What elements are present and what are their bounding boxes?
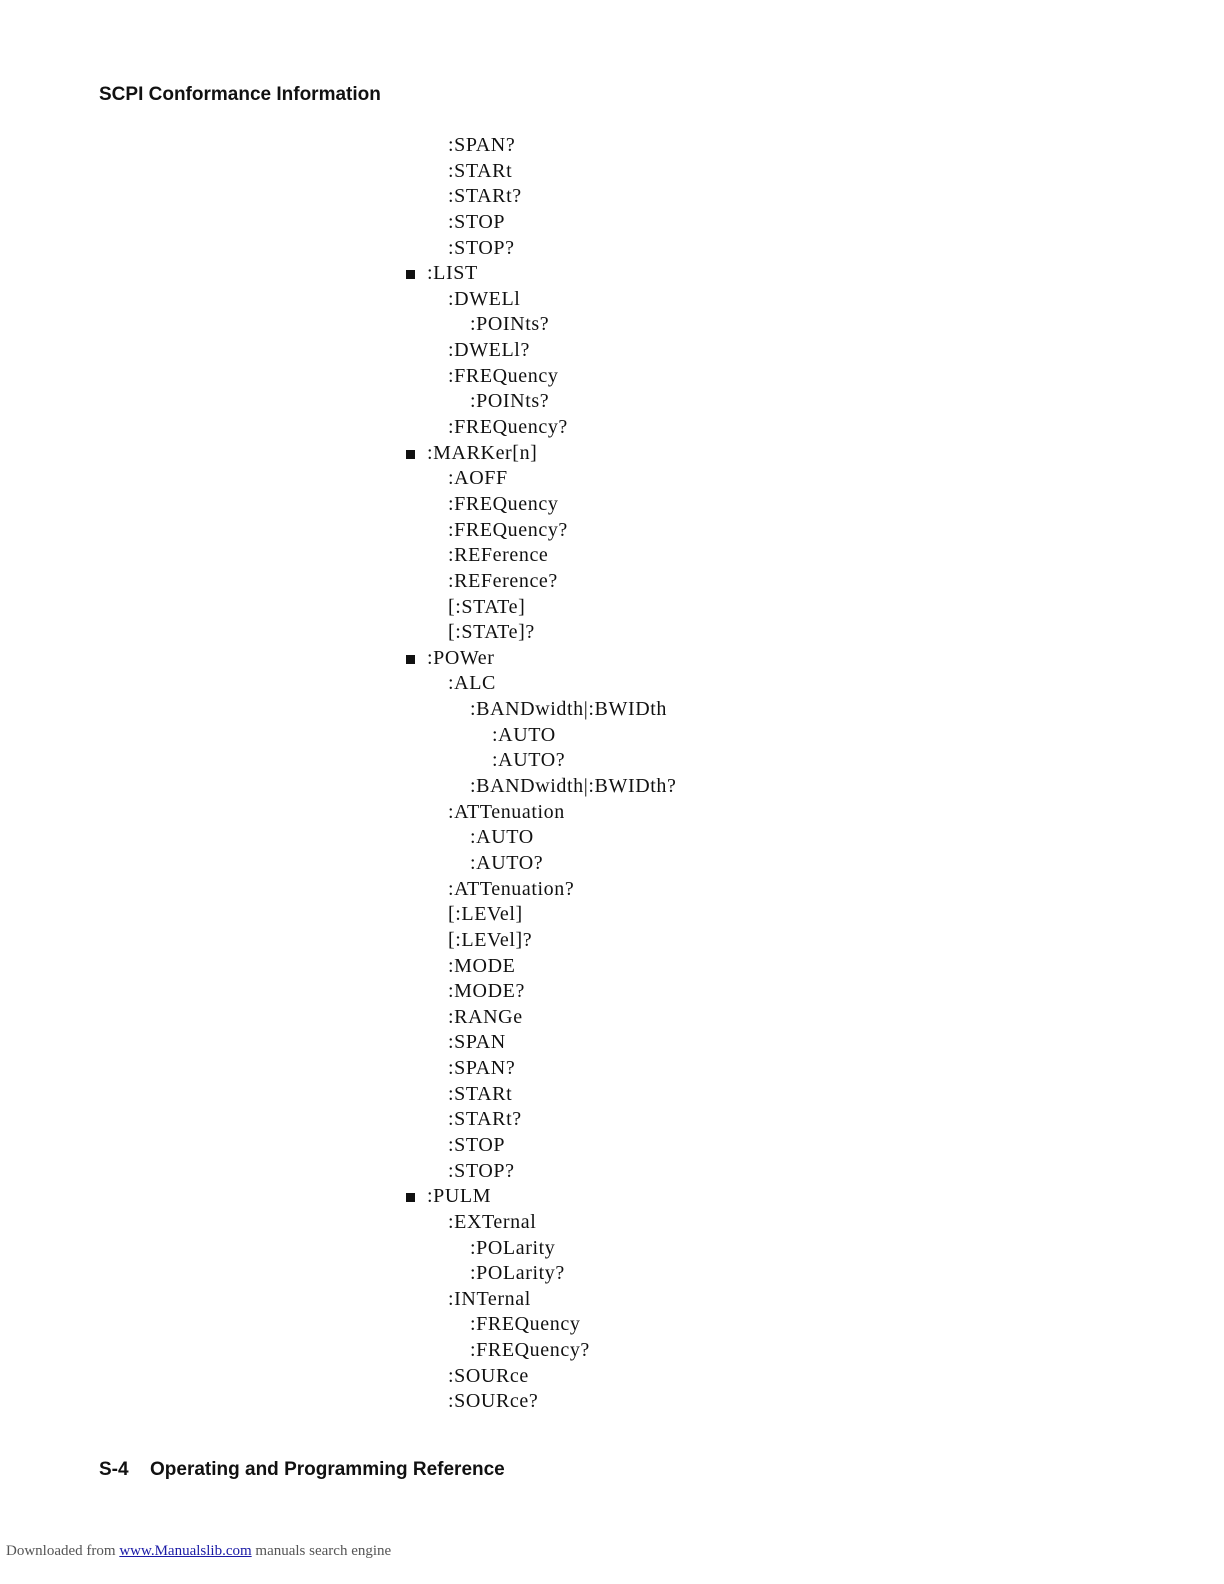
command-text: :FREQuency?	[448, 518, 568, 541]
command-text: :INTernal	[448, 1287, 531, 1310]
command-text: :AUTO	[492, 723, 556, 746]
square-bullet-icon	[406, 270, 415, 279]
command-text: [:STATe]?	[448, 621, 535, 644]
command-text: :FREQuency	[448, 492, 559, 515]
footer-section-title: Operating and Programming Reference	[150, 1459, 505, 1480]
square-bullet-icon	[406, 655, 415, 664]
command-text: :REFerence	[448, 544, 549, 567]
command-text: :BANDwidth|:BWIDth	[470, 698, 668, 721]
command-text: :SPAN?	[448, 134, 516, 156]
command-text: :STARt?	[448, 185, 522, 208]
command-text: :AUTO?	[470, 851, 544, 874]
square-bullet-icon	[406, 450, 415, 459]
command-text: :ALC	[448, 672, 496, 695]
command-text: :SOURce	[448, 1364, 529, 1387]
command-text: :POLarity	[470, 1236, 556, 1259]
command-text: :STOP?	[448, 1159, 515, 1182]
page-footer	[99, 1458, 505, 1482]
command-text: :FREQuency	[470, 1313, 581, 1336]
command-text: :FREQuency	[448, 364, 559, 387]
command-text: :SPAN	[448, 1031, 506, 1054]
command-text: :STOP	[448, 210, 506, 233]
command-text: :POINts?	[470, 313, 550, 336]
command-text: :STOP?	[448, 236, 515, 259]
command-text: :ATTenuation	[448, 800, 565, 823]
command-text: :STARt	[448, 1082, 513, 1105]
command-text: :FREQuency?	[448, 416, 568, 439]
command-text: :REFerence?	[448, 569, 558, 592]
command-text: :PULM	[427, 1185, 492, 1208]
command-text: :SOURce?	[448, 1390, 539, 1413]
command-text: :LIST	[427, 262, 478, 285]
download-suffix: manuals search engine	[255, 1543, 392, 1559]
command-text: :STARt	[448, 159, 513, 182]
command-text: :ATTenuation?	[448, 877, 575, 900]
page-number: S-4	[99, 1459, 129, 1480]
command-text: :MODE	[448, 954, 516, 977]
command-text: :AUTO	[470, 826, 534, 849]
command-text: :AOFF	[448, 467, 508, 490]
command-text: :DWELl	[448, 287, 521, 310]
command-text: :MODE?	[448, 980, 525, 1003]
command-text: :POLarity?	[470, 1262, 565, 1285]
command-text: [:LEVel]	[448, 903, 523, 926]
command-text: :SPAN?	[448, 1057, 516, 1080]
command-text: :STOP	[448, 1133, 506, 1156]
command-text: :POINts?	[470, 390, 550, 413]
command-text: :EXTernal	[448, 1210, 537, 1233]
command-text: [:STATe]	[448, 595, 526, 618]
command-text: [:LEVel]?	[448, 928, 533, 951]
download-note	[6, 1541, 391, 1561]
command-text: :RANGe	[448, 1005, 523, 1028]
command-text: :AUTO?	[492, 749, 566, 772]
command-text: :DWELl?	[448, 339, 530, 362]
manualslib-link[interactable]: www.Manualslib.com	[119, 1543, 252, 1559]
command-text: :STARt?	[448, 1108, 522, 1131]
command-text: :MARKer[n]	[427, 441, 538, 464]
command-text: :FREQuency?	[470, 1339, 590, 1362]
command-text: :POWer	[427, 646, 495, 669]
square-bullet-icon	[406, 1193, 415, 1202]
page-header: SCPI Conformance Information	[99, 84, 381, 105]
download-prefix: Downloaded from	[6, 1543, 116, 1559]
command-text: :BANDwidth|:BWIDth?	[470, 775, 677, 798]
